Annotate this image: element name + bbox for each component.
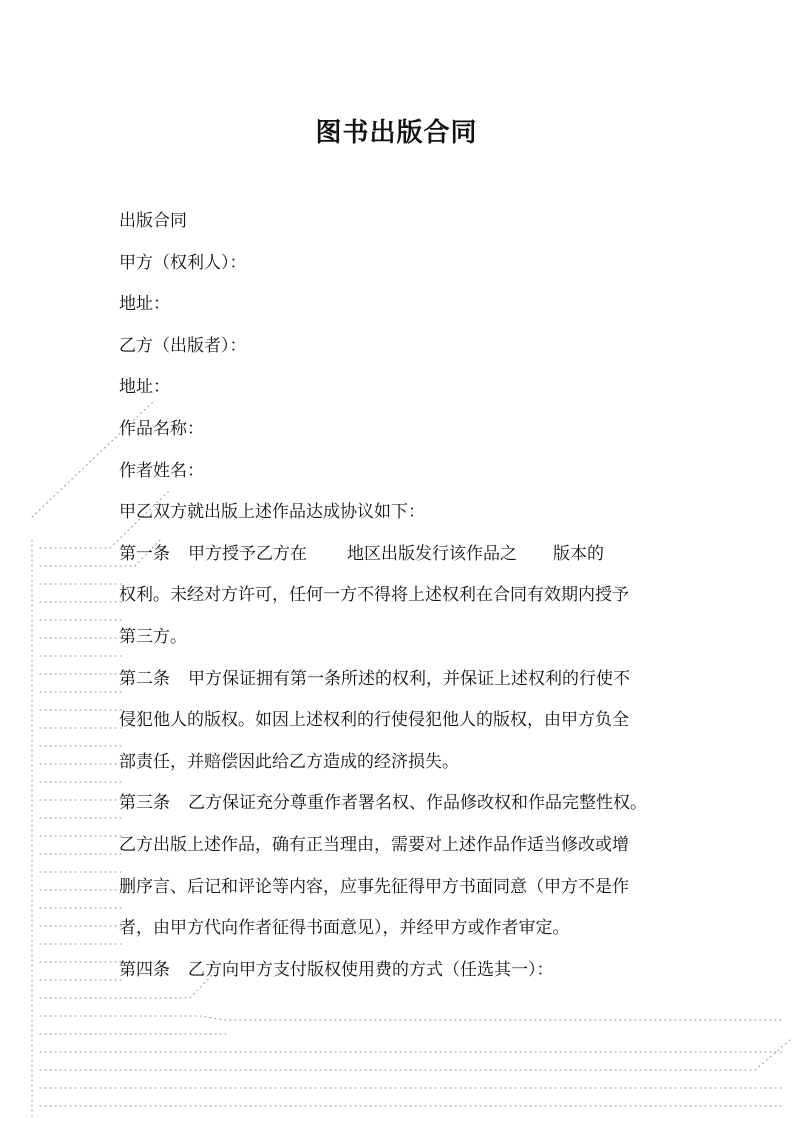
agreement-intro-line: 甲乙双方就出版上述作品达成协议如下： bbox=[119, 502, 425, 523]
article-1-line-2: 权利。未经对方许可，任何一方不得将上述权利在合同有效期内授予 bbox=[119, 585, 629, 606]
contract-body bbox=[119, 201, 694, 991]
article-text: 甲方授予乙方在 bbox=[188, 543, 307, 564]
article-3-line-3: 删序言、后记和评论等内容，应事先征得甲方书面同意（甲方不是作 bbox=[119, 876, 629, 897]
article-1-line-3: 第三方。 bbox=[119, 626, 187, 647]
work-title-line: 作品名称： bbox=[119, 418, 204, 439]
decor-line bbox=[40, 1040, 790, 1070]
party-b-line: 乙方（出版者）： bbox=[119, 335, 247, 356]
article-text: 乙方向甲方支付版权使用费的方式（任选其一）： bbox=[188, 959, 554, 980]
article-text: 甲方保证拥有第一条所述的权利，并保证上述权利的行使不 bbox=[188, 668, 630, 689]
author-name-line: 作者姓名： bbox=[119, 460, 204, 481]
article-2-line-3: 部责任，并赔偿因此给乙方造成的经济损失。 bbox=[119, 751, 459, 772]
article-2-line-1 bbox=[119, 659, 694, 701]
decor-line bbox=[40, 1016, 783, 1020]
article-3-line-4: 者，由甲方代向作者征得书面意见），并经甲方或作者审定。 bbox=[119, 918, 570, 939]
article-text: 地区出版发行该作品之 bbox=[347, 543, 517, 564]
page-title: 图书出版合同 bbox=[315, 118, 478, 148]
article-label: 第四条 bbox=[119, 959, 170, 980]
article-3-line-2: 乙方出版上述作品，确有正当理由，需要对上述作品作适当修改或增 bbox=[119, 834, 629, 855]
article-2-line-2: 侵犯他人的版权。如因上述权利的行使侵犯他人的版权，由甲方负全 bbox=[119, 710, 629, 731]
article-text: 乙方保证充分尊重作者署名权、作品修改权和作品完整性权。 bbox=[188, 793, 647, 814]
article-4-line-1 bbox=[119, 950, 694, 992]
doc-line: 出版合同 bbox=[119, 211, 187, 231]
article-label: 第二条 bbox=[119, 668, 170, 689]
article-3-line-1 bbox=[119, 783, 694, 825]
article-text: 版本的 bbox=[553, 543, 604, 564]
article-label: 第三条 bbox=[119, 793, 170, 814]
article-label: 第一条 bbox=[119, 543, 170, 564]
party-a-line: 甲方（权利人）： bbox=[119, 252, 247, 273]
article-1-line-1 bbox=[119, 534, 694, 576]
address-line: 地址： bbox=[119, 294, 170, 315]
address-line: 地址： bbox=[119, 377, 170, 398]
